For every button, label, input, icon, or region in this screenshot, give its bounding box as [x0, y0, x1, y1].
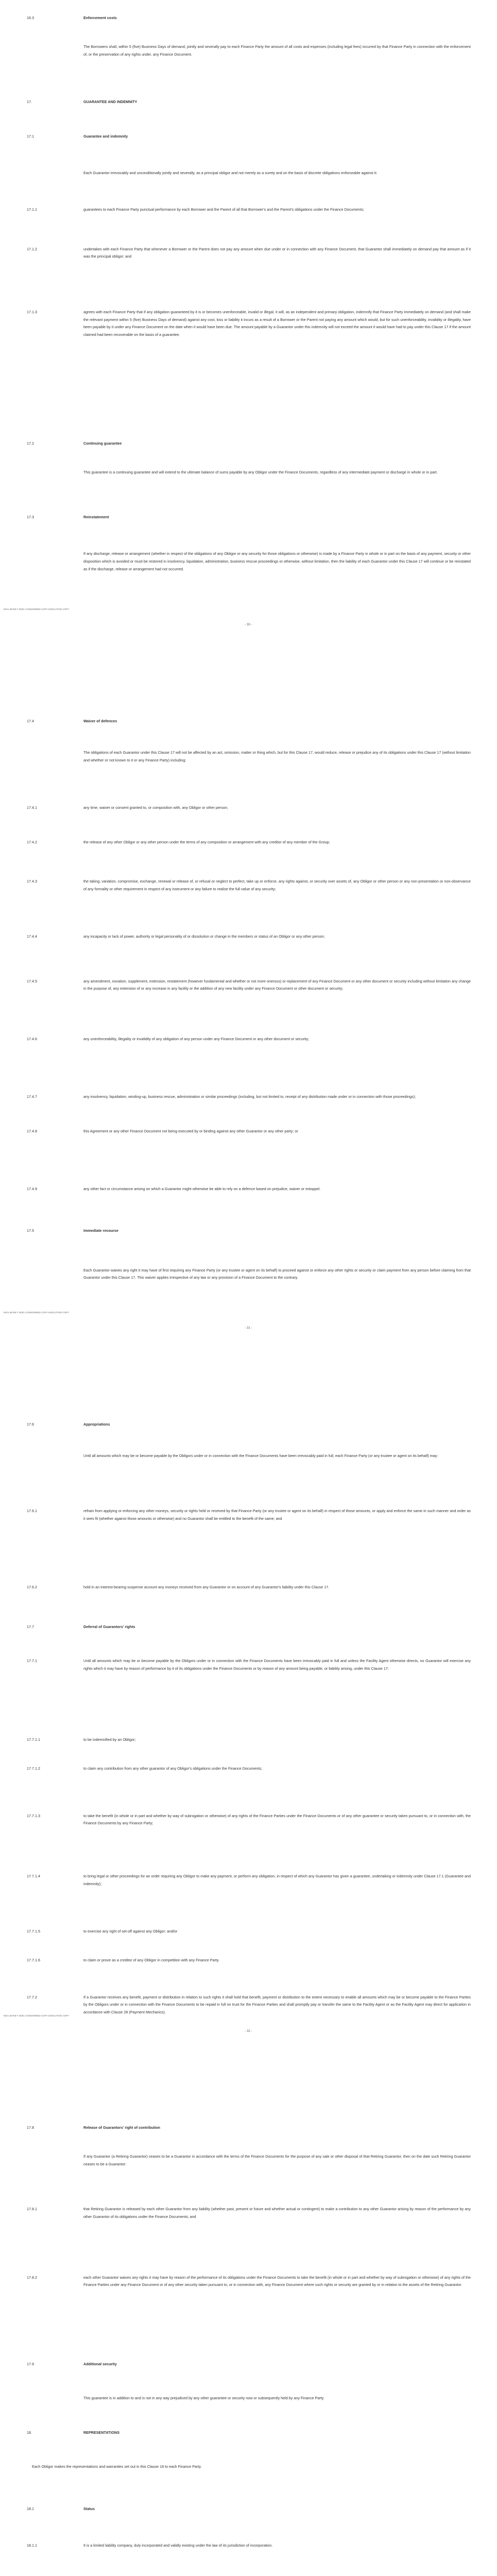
clause-number: 17.7.2	[27, 1994, 37, 1999]
clause-number: 17.	[27, 99, 32, 105]
clause-number: 18.	[27, 2430, 32, 2435]
clause-number: 17.1.1	[27, 207, 37, 212]
clause-number: 17.7	[27, 1624, 34, 1629]
clause-number: 17.5	[27, 1228, 34, 1233]
heading-text: Waiver of defences	[83, 719, 117, 723]
clause-number: 17.1.2	[27, 246, 37, 251]
clause-text: refrain from applying or enforcing any other moneys, security or rights held or received by that Finance Party (or any trustee or agent on its behalf) in respect of those amounts, or apply and enforce the same in such manner and order as it sees fit (whether against those amounts or otherwise) and no Guarantor shall be entitled to the benefit of the same; and	[83, 1509, 471, 1521]
clause-text: to bring legal or other proceedings for an order requiring any Obligor to make any payment, or perform any obligation, in respect of which any Guarantor has given a guarantee, undertaking or indemnity under Clause 17.1 (Guarantee and indemnity);	[83, 1874, 471, 1886]
clause-number: 17.4.9	[27, 1186, 37, 1191]
clause-text: This guarantee is in addition to and is not in any way prejudiced by any other guarantee or security now or subsequently held by any Finance Party.	[83, 2396, 324, 2401]
clause-text: undertakes with each Finance Party that whenever a Borrower or the Parent does not pay any amount when due under or in connection with any Finance Document, that Guarantor shall immediately on demand pay that amount as if it was the principal obligor; and	[83, 246, 471, 259]
clause-text: any other fact or circumstance arising on which a Guarantor might otherwise be able to rely on a defence based on prejudice, waiver or estoppel.	[83, 1186, 321, 1191]
document-page	[0, 1406, 497, 2110]
clause-number: 18.1	[27, 2506, 34, 2511]
clause-number: 17.4.3	[27, 879, 37, 884]
clause-text: Each Guarantor irrevocably and unconditionally jointly and severally, as a principal obligor and not merely as a surety and on the basis of discrete obligations enforceable against it:	[83, 170, 378, 175]
clause-number: 17.6.2	[27, 1585, 37, 1590]
clause-text: this Agreement or any other Finance Document not being executed by or binding against any other Guarantor or any other party; or	[83, 1128, 298, 1133]
clause-number: 17.3	[27, 515, 34, 519]
clause-text: Until all amounts which may be or become payable by the Obligors under or in connection with the Finance Documents have been irrevocably paid in full, each Finance Party (or any trustee or agent on its behalf) may:	[83, 1453, 438, 1459]
clause-number: 16.3	[27, 15, 34, 20]
clause-text: It is a limited liability company, duly incorporated and validly existing under the law of its jurisdiction of incorporation.	[83, 2543, 273, 2548]
clause-text: the release of any other Obligor or any other person under the terms of any composition or arrangement with any creditor of any member of the Group;	[83, 839, 330, 844]
clause-number: 17.7.1.3	[27, 1813, 40, 1818]
clause-text: any unenforceability, illegality or invalidity of any obligation of any person under any Finance Document or any other document or security;	[83, 1037, 310, 1042]
clause-number: 17.7.1.2	[27, 1766, 40, 1771]
clause-text: hold in an interest-bearing suspense account any moneys received from any Guarantor or on account of any Guarantor's liability under this Clause 17.	[83, 1585, 330, 1590]
clause-number: 17.7.1.5	[27, 1929, 40, 1934]
clause-number: 17.8	[27, 2125, 34, 2130]
heading-text: Status	[83, 2506, 95, 2511]
page-number: - 30 -	[245, 623, 252, 626]
heading-text: Guarantee and indemnity	[83, 133, 128, 139]
clause-text: The Borrowers shall, within 5 (five) Business Days of demand, jointly and severally pay to each Finance Party the amount of all costs and expenses (including legal fees) incurred by that Finance Party in connection with the enforcement of, or the preservation of any rights under, any Finance Document.	[83, 44, 471, 57]
clause-text: Each Guarantor waives any right it may have of first requiring any Finance Party (or any trustee or agent on its behalf) to proceed against or enforce any other rights or security or claim payment from any person before claiming from that Guarantor under this Clause 17. This waiver applies irrespective of any law or any provision of a Finance Document to the contrary.	[83, 1267, 471, 1280]
clause-text: If any Guarantor (a Retiring Guarantor) ceases to be a Guarantor in accordance with the terms of the Finance Documents for the purpose of any sale or other disposal of that Retiring Guarantor, then on the date such Retiring Guarantor ceases to be a Guarantor:	[83, 2154, 471, 2166]
clause-number: 17.4.4	[27, 934, 37, 939]
clause-number: 17.4.1	[27, 805, 37, 810]
clause-number: 17.7.1.1	[27, 1737, 40, 1742]
heading-text: Continuing guarantee	[83, 441, 122, 446]
clause-text: guarantees to each Finance Party punctual performance by each Borrower and the Parent of all that Borrower's and the Parent's obligations under the Finance Documents;	[83, 207, 364, 212]
clause-text: any insolvency, liquidation, winding-up, business rescue, administration or similar proceedings (including, but not limited to, receipt of any distribution made under or in connection with those proceedings);	[83, 1094, 416, 1099]
footer-reference: NIG1 66765 F 303/1 CONSORMED COPY EXECUTION COPY	[4, 2014, 70, 2017]
clause-number: 17.7.1.6	[27, 1958, 40, 1963]
clause-number: 17.6	[27, 1422, 34, 1427]
clause-text: This guarantee is a continuing guarantee and will extend to the ultimate balance of sums payable by any Obligor under the Finance Documents, regardless of any intermediate payment or discharge in whole or in part.	[83, 470, 438, 475]
clause-text: any incapacity or lack of power, authority or legal personality of or dissolution or change in the members or status of an Obligor or any other person;	[83, 934, 325, 939]
clause-number: 17.8.2	[27, 2275, 37, 2280]
clause-number: 17.2	[27, 441, 34, 446]
clause-text: to take the benefit (in whole or in part and whether by way of subrogation or otherwise) of any rights of the Finance Parties under the Finance Documents or of any other guarantee or security taken pursuant to, or in connection with, the Finance Documents by any Finance Party;	[83, 1813, 471, 1826]
heading-text: Additional security	[83, 2362, 117, 2366]
clause-number: 17.4	[27, 719, 34, 723]
document-page	[0, 0, 497, 703]
heading-text: Release of Guarantors' right of contribution	[83, 2125, 161, 2130]
clause-text: The obligations of each Guarantor under this Clause 17 will not be affected by an act, omission, matter or thing which, but for this Clause 17, would reduce, release or prejudice any of its obligations under this Clause 17 (without limitation and whether or not known to it or any Finance Party) including:	[83, 750, 471, 762]
footer-reference: NIG1 66765 F 303/1 CONSORMED COPY EXECUTION COPY	[4, 1311, 70, 1314]
clause-text: If a Guarantor receives any benefit, payment or distribution in relation to such rights it shall hold that benefit, payment or distribution to the extent necessary to enable all amounts which may be or become payable to the Finance Parties by the Obligors under or in connection with the Finance Documents to be repaid in full on trust for the Finance Parties and shall promptly pay or transfer the same to the Facility Agent or as the Facility Agent may direct for application in accordance with Clause 28 (Payment Mechanics).	[83, 1994, 471, 2014]
clause-text: If any discharge, release or arrangement (whether in respect of the obligations of any Obligor or any security for those obligations or otherwise) is made by a Finance Party in whole or in part on the basis of any payment, security or other disposition which is avoided or must be restored in insolvency, liquidation, administration, business rescue proceedings or otherwise, without limitation, then the liability of each Guarantor under this Clause 17 will continue or be reinstated as if the discharge, release or arrangement had not occurred.	[83, 551, 471, 571]
heading-text: GUARANTEE AND INDEMNITY	[83, 99, 138, 105]
clause-number: 17.4.8	[27, 1128, 37, 1133]
clause-number: 17.4.6	[27, 1037, 37, 1042]
clause-text: Each Obligor makes the representations and warranties set out in this Clause 18 to each Finance Party.	[32, 2464, 202, 2469]
clause-text: any amendment, novation, supplement, extension, restatement (however fundamental and whether or not more onerous) or replacement of any Finance Document or any other document or security including without limitation any change in the purpose of, any extension of or any increase in any facility or the addition of any new facility under any Finance Document or other document or security;	[83, 978, 471, 991]
clause-number: 17.7.1.4	[27, 1874, 40, 1879]
clause-number: 17.9	[27, 2362, 34, 2366]
clause-number: 17.4.2	[27, 839, 37, 844]
clause-text: to be indemnified by an Obligor;	[83, 1737, 136, 1742]
clause-number: 17.4.7	[27, 1094, 37, 1099]
clause-text: agrees with each Finance Party that if any obligation guaranteed by it is or becomes unenforceable, invalid or illegal, it will, as an independent and primary obligation, indemnify that Finance Party immediately on demand (and shall make the relevant payment within 5 (five) Business Days of demand) against any cost, loss or liability it incurs as a result of a Borrower or the Parent not paying any amount which would, but for such unenforceability, invalidity or illegality, have been payable by it under any Finance Document on the date when it would have been due. The amount payable by a Guarantor under this indemnity will not exceed the amount it would have had to pay under this Clause 17 if the amount claimed had been recoverable on the basis of a guarantee.	[83, 310, 471, 337]
document-page	[0, 2110, 497, 2576]
heading-text: Reinstatement	[83, 515, 109, 519]
heading-text: Deferral of Guarantors' rights	[83, 1624, 135, 1629]
clause-number: 17.7.1	[27, 1658, 37, 1663]
clause-number: 18.1.1	[27, 2543, 37, 2548]
heading-text: Enforcement costs	[83, 15, 117, 20]
clause-number: 17.8.1	[27, 2207, 37, 2212]
clause-number: 17.6.1	[27, 1509, 37, 1514]
footer-reference: NIG1 66765 F 303/1 CONSORMED COPY EXECUTION COPY	[4, 608, 70, 611]
document-page	[0, 703, 497, 1406]
clause-text: Until all amounts which may be or become payable by the Obligors under or in connection with the Finance Documents have been irrevocably paid in full and unless the Facility Agent otherwise directs, no Guarantor will exercise any rights which it may have by reason of performance by it of its obligations under the Finance Documents or by reason of any amount being payable, or liability arising, under this Clause 17:	[83, 1658, 471, 1671]
heading-text: REPRESENTATIONS	[83, 2430, 120, 2435]
page-number: - 31 -	[245, 1327, 252, 1330]
clause-text: any time, waiver or consent granted to, or composition with, any Obligor or other person;	[83, 805, 228, 810]
clause-text: to claim any contribution from any other guarantor of any Obligor's obligations under the Finance Documents;	[83, 1766, 262, 1771]
clause-number: 17.1.3	[27, 310, 37, 315]
heading-text: Appropriations	[83, 1422, 110, 1427]
clause-text: to exercise any right of set-off against any Obligor; and/or	[83, 1929, 178, 1934]
clause-number: 17.4.5	[27, 978, 37, 984]
clause-number: 17.1	[27, 133, 34, 139]
page-number: - 32 -	[245, 2030, 252, 2033]
heading-text: Immediate recourse	[83, 1228, 118, 1233]
clause-text: the taking, variation, compromise, exchange, renewal or release of, or refusal or neglect to perfect, take up or enforce, any rights against, or security over assets of, any Obligor or other person or any non-presentation or non-observance of any formality or other requirement in respect of any instrument or any failure to realise the full value of any security;	[83, 879, 471, 891]
clause-text: each other Guarantor waives any rights it may have by reason of the performance of its obligations under the Finance Documents to take the benefit (in whole or in part and whether by way of subrogation or otherwise) of any rights of the Finance Parties under any Finance Document or of any other security taken pursuant to, or in connection with, any Finance Document where such rights or security are granted by or in relation to the assets of the Retiring Guarantor.	[83, 2275, 471, 2287]
clause-text: that Retiring Guarantor is released by each other Guarantor from any liability (whether past, present or future and whether actual or contingent) to make a contribution to any other Guarantor arising by reason of the performance by any other Guarantor of its obligations under the Finance Documents; and	[83, 2207, 471, 2219]
clause-text: to claim or prove as a creditor of any Obligor in competition with any Finance Party.	[83, 1958, 219, 1963]
